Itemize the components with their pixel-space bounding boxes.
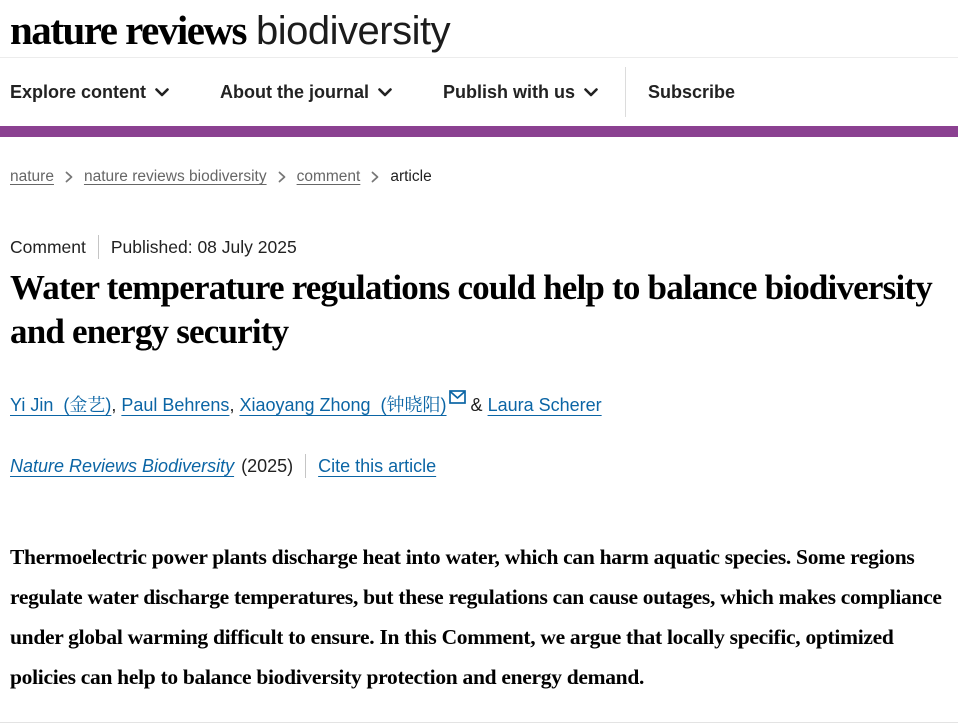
chevron-down-icon	[378, 88, 392, 97]
chevron-down-icon	[155, 88, 169, 97]
chevron-right-icon	[278, 171, 286, 183]
breadcrumb-current-article: article	[390, 168, 432, 185]
logo-text-bold: nature reviews	[10, 6, 246, 53]
citation-year: (2025)	[241, 455, 294, 476]
cite-this-article-link[interactable]: Cite this article	[318, 455, 437, 476]
logo-text-light: biodiversity	[255, 8, 451, 53]
breadcrumb-link-nature[interactable]: nature	[10, 168, 54, 185]
author-separator: ,	[111, 395, 122, 415]
author-link-xiaoyang-zhong[interactable]: Xiaoyang Zhong (钟晓阳)	[239, 395, 447, 415]
citation-divider	[305, 454, 306, 478]
email-envelope-icon[interactable]	[449, 385, 466, 411]
published-date: Published: 08 July 2025	[110, 236, 297, 257]
author-link-yi-jin[interactable]: Yi Jin (金艺)	[10, 395, 112, 415]
citation-line	[10, 454, 948, 478]
masthead	[0, 0, 958, 58]
author-link-paul-behrens[interactable]: Paul Behrens	[121, 395, 230, 415]
article-abstract: Thermoelectric power plants discharge heat into water, which can harm aquatic species. Some regions regulate water discharge temperatures, but these regulations can cause outages, which makes compliance under global warming difficult to ensure. In this Comment, we argue that locally specific, optimized policies can help to balance biodiversity protection and energy demand.	[10, 545, 942, 689]
author-link-laura-scherer[interactable]: Laura Scherer	[487, 395, 602, 415]
nav-explore-content[interactable]	[10, 82, 169, 103]
nav-about-the-journal[interactable]	[220, 82, 392, 103]
breadcrumb-link-comment[interactable]: comment	[296, 168, 361, 185]
nav-item-label: About the journal	[220, 81, 370, 102]
nav-divider	[625, 67, 626, 117]
chevron-right-icon	[371, 171, 379, 183]
nav-item-label: Explore content	[10, 81, 147, 102]
nav-subscribe-link[interactable]: Subscribe	[648, 81, 736, 102]
article-meta	[10, 235, 948, 259]
breadcrumb	[10, 168, 948, 186]
chevron-right-icon	[65, 171, 73, 183]
author-separator: &	[465, 395, 488, 415]
bottom-divider	[0, 722, 958, 723]
meta-divider	[98, 235, 99, 259]
nav-item-label: Publish with us	[443, 81, 576, 102]
brand-accent-bar	[0, 126, 958, 137]
author-separator: ,	[229, 395, 240, 415]
page-title: Water temperature regulations could help to balance biodiversity and energy security	[10, 268, 932, 351]
journal-name-link[interactable]: Nature Reviews Biodiversity	[10, 455, 235, 476]
article-type-label: Comment	[10, 236, 86, 257]
nav-publish-with-us[interactable]	[443, 82, 598, 103]
breadcrumb-link-journal[interactable]: nature reviews biodiversity	[83, 168, 267, 185]
journal-logo[interactable]	[10, 6, 450, 54]
chevron-down-icon	[584, 88, 598, 97]
author-list	[10, 385, 948, 418]
main-nav	[0, 58, 958, 126]
